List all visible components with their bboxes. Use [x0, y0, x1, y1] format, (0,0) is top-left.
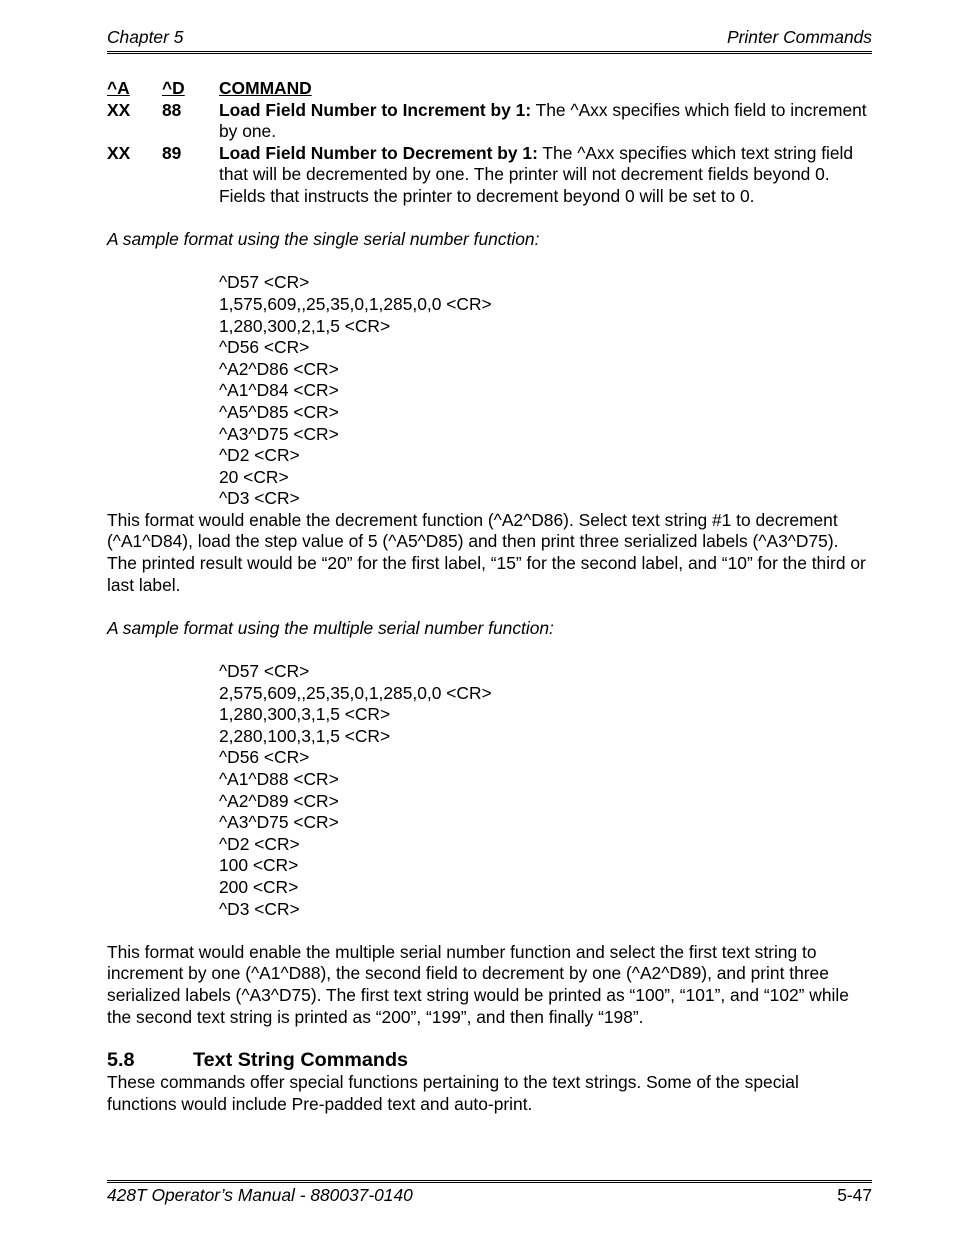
- chapter-label: Chapter 5: [107, 27, 184, 47]
- code-line: ^D2 <CR>: [219, 833, 300, 854]
- code-line: ^D56 <CR>: [219, 747, 310, 768]
- code-line: 200 <CR>: [219, 876, 299, 897]
- command-desc: The ^Axx specifies which text string field that will be decremented by one. The printer will not decrement fields beyond 0. Fields that instructs the printer to decrement beyond 0 will be set to 0.: [219, 142, 854, 206]
- command-a: XX: [107, 99, 131, 120]
- command-d: 88: [162, 99, 182, 120]
- page-header: [107, 27, 872, 53]
- command-desc: The ^Axx specifies which field to increment by one.: [219, 99, 867, 142]
- code-line: 1,575,609,,25,35,0,1,285,0,0 <CR>: [219, 293, 492, 314]
- header-rule: [107, 51, 872, 54]
- command-title: Load Field Number to Increment by 1:: [219, 99, 532, 120]
- code-line: ^A1^D84 <CR>: [219, 380, 339, 401]
- col-header-command: COMMAND: [219, 78, 312, 98]
- page-number: 5-47: [837, 1185, 872, 1205]
- code-line: ^D57 <CR>: [219, 272, 310, 293]
- section-heading: [107, 1048, 872, 1072]
- sample1-explanation: This format would enable the decrement function (^A2^D86). Select text string #1 to decrement (^A1^D84), load the step value of 5 (^A5^D85) and then print three serialized labels (^A3^D75). The printed result would be “20” for the first label, “15” for the second label, and “10” for the third or last label.: [107, 509, 866, 595]
- sample2-code-block: [219, 661, 872, 920]
- command-d: 89: [162, 142, 182, 163]
- sample2-caption: A sample format using the multiple serial number function:: [107, 617, 554, 638]
- sample1-code-block: [219, 272, 872, 510]
- col-header-d: ^D: [162, 78, 185, 98]
- code-line: ^A2^D86 <CR>: [219, 358, 339, 379]
- code-line: 1,280,300,3,1,5 <CR>: [219, 704, 391, 725]
- footer-rule: [107, 1180, 872, 1183]
- command-table-header: [107, 78, 872, 100]
- code-line: ^D57 <CR>: [219, 661, 310, 682]
- code-line: ^A3^D75 <CR>: [219, 812, 339, 833]
- code-line: 2,575,609,,25,35,0,1,285,0,0 <CR>: [219, 682, 492, 703]
- manual-title: 428T Operator’s Manual - 880037-0140: [107, 1185, 413, 1205]
- code-line: 20 <CR>: [219, 466, 289, 487]
- col-header-a: ^A: [107, 78, 130, 98]
- section-number: 5.8: [107, 1049, 135, 1072]
- code-line: ^A1^D88 <CR>: [219, 769, 339, 789]
- code-line: ^D2 <CR>: [219, 445, 300, 466]
- code-line: ^A2^D89 <CR>: [219, 790, 339, 811]
- code-line: ^D3 <CR>: [219, 488, 300, 509]
- sample2-explanation: This format would enable the multiple serial number function and select the first text string to increment by one (^A1^D88), the second field to decrement by one (^A2^D89), and print three serialized labels (^A3^D75). The first text string would be printed as “100”, “101”, and “102” while the second text string is printed as “200”, “199”, and then finally “198”.: [107, 941, 849, 1027]
- code-line: 2,280,100,3,1,5 <CR>: [219, 725, 391, 746]
- page-content: [107, 78, 872, 1115]
- command-row: [107, 143, 872, 208]
- code-line: 1,280,300,2,1,5 <CR>: [219, 315, 391, 336]
- code-line: ^D56 <CR>: [219, 337, 310, 358]
- command-a: XX: [107, 142, 131, 163]
- sample1-caption: A sample format using the single serial number function:: [107, 229, 540, 250]
- section-title: Text String Commands: [193, 1049, 409, 1072]
- code-line: ^D3 <CR>: [219, 898, 300, 919]
- command-title: Load Field Number to Decrement by 1:: [219, 142, 538, 163]
- command-row: [107, 100, 872, 143]
- code-line: 100 <CR>: [219, 855, 299, 876]
- section-label: Printer Commands: [727, 27, 872, 47]
- code-line: ^A3^D75 <CR>: [219, 423, 339, 444]
- section-body: These commands offer special functions pertaining to the text strings. Some of the special functions would include Pre-padded text and auto-print.: [107, 1072, 799, 1114]
- code-line: ^A5^D85 <CR>: [219, 401, 339, 422]
